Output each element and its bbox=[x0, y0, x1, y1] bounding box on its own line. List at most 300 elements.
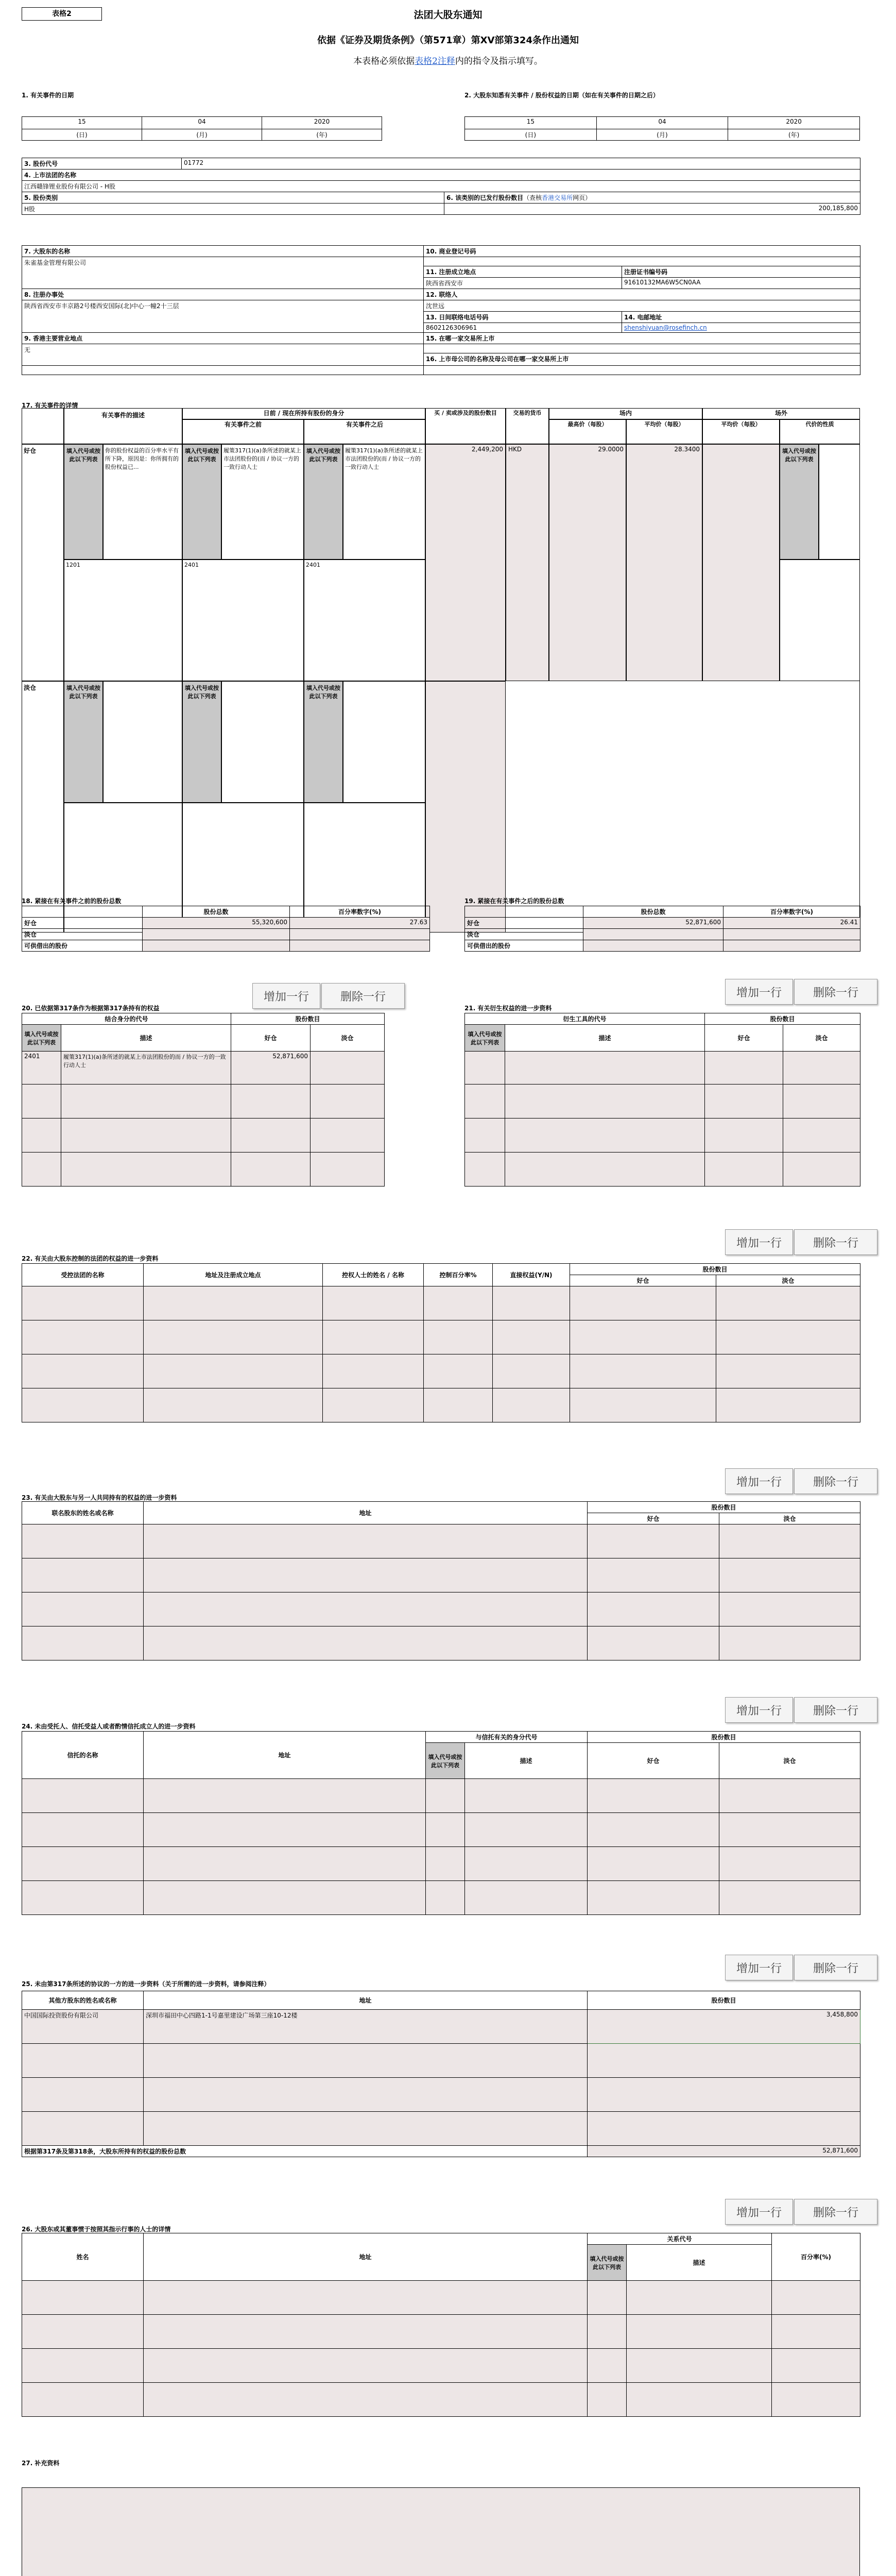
table-cell[interactable] bbox=[719, 1524, 860, 1558]
s21-h-desc: 描述 bbox=[505, 1025, 705, 1052]
s25-delete-row-button[interactable]: 删除一行 bbox=[794, 1955, 877, 1980]
s20-table bbox=[22, 1013, 385, 1187]
s1-day[interactable]: 15 bbox=[22, 117, 142, 129]
s17-short-label: 淡仓 bbox=[24, 684, 37, 691]
s17-short-code3-btn[interactable] bbox=[304, 681, 343, 803]
s17-h-before: 有关事件之前 bbox=[224, 421, 262, 428]
table-cell[interactable] bbox=[61, 1118, 231, 1153]
s20-r1-long[interactable]: 52,871,600 bbox=[231, 1052, 311, 1084]
s26-h-code[interactable]: 填入代号或按此以下列表 bbox=[588, 2245, 627, 2281]
table-cell[interactable] bbox=[144, 2044, 588, 2078]
s1-year[interactable]: 2020 bbox=[262, 117, 382, 129]
s21-table bbox=[464, 1013, 860, 1187]
table-cell[interactable] bbox=[311, 1084, 385, 1118]
s19-short-total[interactable] bbox=[583, 929, 723, 940]
s20-delete-row-button[interactable]: 删除一行 bbox=[321, 983, 405, 1009]
table-cell[interactable] bbox=[323, 1320, 424, 1354]
s22-delete-row-button[interactable]: 删除一行 bbox=[794, 1229, 877, 1255]
s19-long-pct[interactable]: 26.41 bbox=[723, 918, 860, 929]
s17-short-shares[interactable] bbox=[425, 681, 506, 933]
table-cell[interactable] bbox=[783, 1118, 860, 1153]
s22-h6: 股份数目 bbox=[570, 1264, 860, 1275]
table-cell[interactable] bbox=[144, 2112, 588, 2146]
hkex-link[interactable]: 香港交易所 bbox=[542, 194, 573, 201]
table-cell[interactable] bbox=[144, 1881, 426, 1915]
table-row[interactable] bbox=[22, 1320, 144, 1354]
table-row[interactable] bbox=[22, 1779, 144, 1813]
table-row[interactable] bbox=[22, 1524, 144, 1558]
table-cell[interactable] bbox=[588, 1779, 719, 1813]
s21-label: 21. 有关衍生权益的进一步资料 bbox=[464, 1005, 552, 1012]
s17-long-consid-row2[interactable] bbox=[780, 560, 860, 681]
s21-h-short: 淡仓 bbox=[783, 1025, 860, 1052]
s17-short-cell bbox=[22, 681, 64, 933]
table-cell[interactable] bbox=[144, 2281, 588, 2315]
s23-h-short: 淡仓 bbox=[719, 1513, 860, 1524]
s17-h-cap-box bbox=[182, 408, 425, 419]
table-cell[interactable] bbox=[323, 1286, 424, 1320]
s24-h-code[interactable]: 填入代号或按此以下列表 bbox=[426, 1743, 465, 1779]
s1-label: 1. 有关事件的日期 bbox=[22, 92, 74, 99]
s19-lend-pct[interactable] bbox=[723, 940, 860, 952]
table-cell[interactable] bbox=[144, 2349, 588, 2383]
s9-value[interactable]: 无 bbox=[22, 344, 424, 366]
s17-short-before[interactable] bbox=[221, 681, 304, 803]
table-cell[interactable] bbox=[719, 1881, 860, 1915]
s22-h2: 地址及注册成立地点 bbox=[144, 1264, 323, 1286]
s20-r1-desc[interactable]: 履策317(1)(a)条所述的就某上市法团股份的而 / 协议一方的一致行动人士 bbox=[61, 1052, 231, 1084]
table-cell[interactable] bbox=[424, 1286, 493, 1320]
table-cell[interactable] bbox=[705, 1118, 783, 1153]
s14-value[interactable]: shenshiyuan@rosefinch.cn bbox=[622, 323, 860, 333]
table-cell[interactable] bbox=[783, 1153, 860, 1187]
s17-long-code-row2[interactable] bbox=[64, 560, 182, 681]
s26-delete-row-button[interactable]: 删除一行 bbox=[794, 2199, 877, 2225]
table-cell[interactable] bbox=[424, 1388, 493, 1422]
table-cell[interactable] bbox=[424, 1354, 493, 1388]
s17-h-shares-box bbox=[425, 408, 506, 444]
s17-h-capacity: 日前 / 现在所持有股份的身分 bbox=[263, 410, 344, 417]
table-cell[interactable] bbox=[311, 1153, 385, 1187]
table-row[interactable] bbox=[22, 1084, 61, 1118]
table-cell[interactable] bbox=[570, 1388, 716, 1422]
table-row[interactable] bbox=[22, 1626, 144, 1660]
table-cell[interactable] bbox=[426, 1779, 465, 1813]
table-cell[interactable] bbox=[705, 1084, 783, 1118]
table-cell[interactable] bbox=[424, 1320, 493, 1354]
s6-value[interactable]: 200,185,800 bbox=[444, 204, 860, 215]
s19-h-blank bbox=[465, 906, 583, 918]
table-cell[interactable] bbox=[588, 1813, 719, 1847]
s17-long-high-value: 29.0000 bbox=[598, 446, 624, 453]
table-row[interactable] bbox=[465, 1118, 505, 1153]
s26-h-desc: 描述 bbox=[627, 2245, 772, 2281]
s18-lend-pct[interactable] bbox=[290, 940, 430, 952]
s19-short-pct[interactable] bbox=[723, 929, 860, 940]
s25-add-row-button[interactable]: 增加一行 bbox=[725, 1955, 793, 1980]
s18-h-pct: 百分率数字(%) bbox=[290, 906, 430, 918]
s19-h-total: 股份总数 bbox=[583, 906, 723, 918]
s20-h-desc: 描述 bbox=[61, 1025, 231, 1052]
s17-h-after-box bbox=[304, 419, 425, 444]
s20-h-short: 淡仓 bbox=[311, 1025, 385, 1052]
table-cell[interactable] bbox=[426, 1881, 465, 1915]
table-cell[interactable] bbox=[772, 2281, 860, 2315]
table-row[interactable] bbox=[22, 1813, 144, 1847]
s21-h-num: 股份数目 bbox=[705, 1013, 860, 1025]
s2-day[interactable]: 15 bbox=[465, 117, 597, 129]
s7-label: 7. 大股东的名称 bbox=[22, 246, 424, 257]
table-cell[interactable] bbox=[588, 2315, 627, 2349]
s17-h-onex-box bbox=[549, 408, 702, 419]
s21-h-long: 好仓 bbox=[705, 1025, 783, 1052]
s22-h3: 控权人士的姓名 / 名称 bbox=[323, 1264, 424, 1286]
table-cell[interactable] bbox=[570, 1320, 716, 1354]
table-cell[interactable] bbox=[323, 1388, 424, 1422]
s24-table bbox=[22, 1731, 860, 1915]
s22-h4: 控制百分率% bbox=[424, 1264, 493, 1286]
table-row[interactable] bbox=[22, 2281, 144, 2315]
table-cell[interactable] bbox=[627, 2349, 772, 2383]
table-cell[interactable] bbox=[627, 2383, 772, 2417]
s1-month[interactable]: 04 bbox=[142, 117, 262, 129]
s5-value[interactable]: H股 bbox=[22, 204, 444, 215]
table-cell[interactable] bbox=[465, 1813, 588, 1847]
s24-h-desc: 描述 bbox=[465, 1743, 588, 1779]
s11-label: 11. 注册成立地点 bbox=[424, 266, 622, 278]
s17-long-currency[interactable] bbox=[506, 444, 549, 681]
s17-h-consid-box bbox=[780, 419, 860, 444]
table-cell[interactable] bbox=[144, 1388, 323, 1422]
s1-month-caption: (月) bbox=[142, 129, 262, 141]
table-cell[interactable] bbox=[719, 1779, 860, 1813]
s17-h-offex: 场外 bbox=[774, 410, 787, 417]
table-row[interactable] bbox=[22, 2349, 144, 2383]
form-subtitle: 依据《证券及期货条例》（第571章）第XV部第324条作出通知 bbox=[317, 35, 579, 46]
s20-add-row-button[interactable]: 增加一行 bbox=[252, 983, 320, 1009]
s24-h4: 股份数目 bbox=[588, 1732, 860, 1743]
s20-label: 20. 已依据第317条作为根据第317条持有的权益 bbox=[22, 1005, 160, 1012]
table-cell[interactable] bbox=[493, 1286, 570, 1320]
s1-year-caption: (年) bbox=[262, 129, 382, 141]
table-cell[interactable] bbox=[231, 1084, 311, 1118]
s17-h-currency: 交易的货币 bbox=[513, 410, 542, 416]
s17-long-high[interactable] bbox=[549, 444, 626, 681]
table-cell[interactable] bbox=[311, 1118, 385, 1153]
s19-lend-label: 可供借出的股份 bbox=[465, 940, 583, 952]
table-cell[interactable] bbox=[716, 1388, 860, 1422]
s18-short-total[interactable] bbox=[143, 929, 290, 940]
s13-value[interactable]: 8602126306961 bbox=[424, 323, 622, 333]
s17-h-avg2: 平均价（每股） bbox=[721, 421, 761, 428]
table-cell[interactable] bbox=[588, 2349, 627, 2383]
s17-h-consid: 代价的性质 bbox=[805, 421, 834, 428]
s17-long-shares-value: 2,449,200 bbox=[471, 446, 503, 453]
s21-delete-row-button[interactable]: 删除一行 bbox=[794, 979, 877, 1005]
s23-h2: 地址 bbox=[144, 1502, 588, 1524]
table-row[interactable] bbox=[465, 1084, 505, 1118]
s27-supplement-textarea[interactable] bbox=[22, 2487, 860, 2576]
table-row[interactable] bbox=[22, 2044, 144, 2078]
s26-add-row-button[interactable]: 增加一行 bbox=[725, 2199, 793, 2225]
s6-note-post: 网页） bbox=[573, 194, 592, 201]
table-row[interactable] bbox=[22, 1388, 144, 1422]
table-cell[interactable] bbox=[144, 1558, 588, 1592]
s17-long-offex-avg[interactable] bbox=[702, 444, 780, 681]
s17-short-code2-btn[interactable] bbox=[182, 681, 221, 803]
table-cell[interactable] bbox=[144, 1626, 588, 1660]
s17-long-shares[interactable] bbox=[425, 444, 506, 681]
s23-h1: 联名股东的姓名或名称 bbox=[22, 1502, 144, 1524]
notes-link[interactable]: 表格2注释 bbox=[415, 56, 455, 66]
s27-label: 27. 补充资料 bbox=[22, 2460, 60, 2467]
table-row[interactable] bbox=[22, 1153, 61, 1187]
table-row[interactable] bbox=[22, 1592, 144, 1626]
table-row[interactable] bbox=[22, 2383, 144, 2417]
table-cell[interactable] bbox=[144, 1524, 588, 1558]
s16-value[interactable] bbox=[424, 366, 860, 375]
table-cell[interactable] bbox=[716, 1320, 860, 1354]
s18-short-pct[interactable] bbox=[290, 929, 430, 940]
table-row[interactable] bbox=[22, 1286, 144, 1320]
s17-long-label: 好仓 bbox=[24, 447, 37, 454]
s1-date-table bbox=[22, 116, 382, 141]
s18-short-label: 淡仓 bbox=[22, 929, 143, 940]
table-row[interactable] bbox=[22, 2078, 144, 2112]
s21-h-code[interactable]: 填入代号或按此以下列表 bbox=[465, 1025, 505, 1052]
s20-h-num: 股份数目 bbox=[231, 1013, 385, 1025]
s17-long-code3-btn[interactable] bbox=[304, 444, 343, 560]
s17-h-offex-box bbox=[702, 408, 860, 419]
s19-lend-total[interactable] bbox=[583, 940, 723, 952]
s2-year[interactable]: 2020 bbox=[728, 117, 860, 129]
s11-value[interactable]: 陕西省西安市 bbox=[424, 278, 622, 289]
table-cell[interactable] bbox=[588, 1626, 719, 1660]
table-cell[interactable] bbox=[588, 1881, 719, 1915]
table-cell[interactable] bbox=[426, 1847, 465, 1881]
table-cell[interactable] bbox=[231, 1153, 311, 1187]
s17-long-after[interactable]: 履策317(1)(a)条所述的就某上市法团股份的(而 / 协议一方的一致行动人士 bbox=[343, 444, 425, 560]
table-cell[interactable] bbox=[588, 2281, 627, 2315]
table-row[interactable] bbox=[465, 1153, 505, 1187]
s24-add-row-button[interactable]: 增加一行 bbox=[725, 1697, 793, 1723]
table-cell[interactable] bbox=[505, 1153, 705, 1187]
table-cell[interactable] bbox=[144, 2315, 588, 2349]
s23-table bbox=[22, 1501, 860, 1660]
s17-long-after-row2[interactable] bbox=[304, 560, 425, 681]
table-row[interactable] bbox=[22, 1847, 144, 1881]
table-cell[interactable] bbox=[144, 1592, 588, 1626]
s17-h-currency-box bbox=[506, 408, 549, 444]
s22-table bbox=[22, 1263, 860, 1422]
table-row[interactable] bbox=[465, 1052, 505, 1084]
s26-h1: 姓名 bbox=[22, 2233, 144, 2281]
table-cell[interactable] bbox=[588, 1558, 719, 1592]
s17-h-high-box bbox=[549, 419, 626, 444]
table-cell[interactable] bbox=[719, 1592, 860, 1626]
code-picker-label: 填入代号或按此以下列表 bbox=[185, 685, 219, 700]
s18-table bbox=[22, 906, 430, 952]
s24-label: 24. 未由受托人、信托受益人或者酌情信托成立人的进一步资料 bbox=[22, 1723, 196, 1730]
s12-label: 12. 联络人 bbox=[424, 289, 860, 300]
table-row[interactable] bbox=[22, 2315, 144, 2349]
s2-label: 2. 大股东知悉有关事件 / 股份权益的日期（如在有关事件的日期之后） bbox=[464, 92, 659, 99]
s6-label-text: 6. 该类别的已发行股份数目 bbox=[446, 194, 524, 201]
s8-value[interactable]: 陕西省西安市丰京路2号楼西安国际(北)中心一幢2十三层 bbox=[22, 300, 424, 333]
code-picker-label: 填入代号或按此以下列表 bbox=[306, 448, 340, 463]
s4-value[interactable]: 江西赣锋锂业股份有限公司 - H股 bbox=[22, 181, 860, 192]
s8-label: 8. 注册办事处 bbox=[22, 289, 424, 300]
table-row[interactable] bbox=[22, 1354, 144, 1388]
s25-h1: 其他方股东的姓名或名称 bbox=[22, 1991, 144, 2010]
s25-r1-name[interactable]: 中国国际投资股份有限公司 bbox=[22, 2010, 144, 2044]
s12-value[interactable]: 沈世远 bbox=[424, 300, 860, 312]
table-row[interactable] bbox=[22, 1881, 144, 1915]
s3-6-table bbox=[22, 158, 860, 215]
s2-month-caption: (月) bbox=[596, 129, 728, 141]
s17-long-desc[interactable]: 你的股份权益的百分率水平有所下降，原因是：你所拥有的股份权益已... bbox=[103, 444, 182, 560]
table-cell[interactable] bbox=[493, 1354, 570, 1388]
table-cell[interactable] bbox=[588, 2078, 860, 2112]
table-cell[interactable] bbox=[627, 2281, 772, 2315]
s25-total-value[interactable]: 52,871,600 bbox=[588, 2146, 860, 2157]
s18-h-total: 股份总数 bbox=[143, 906, 290, 918]
table-cell[interactable] bbox=[493, 1320, 570, 1354]
table-cell[interactable] bbox=[705, 1052, 783, 1084]
s13-label: 13. 日间联络电话号码 bbox=[424, 312, 622, 323]
code-picker-label: 填入代号或按此以下列表 bbox=[185, 448, 219, 463]
table-cell[interactable] bbox=[772, 2315, 860, 2349]
s18-long-total[interactable]: 55,320,600 bbox=[143, 918, 290, 929]
s26-label: 26. 大股东或其董事惯于按照其指示行事的人士的详情 bbox=[22, 2226, 171, 2233]
table-cell[interactable] bbox=[231, 1118, 311, 1153]
s24-h3: 与信托有关的身分代号 bbox=[426, 1732, 588, 1743]
s17-long-before-row2[interactable] bbox=[182, 560, 304, 681]
s25-r1-num[interactable]: 3,458,800 bbox=[588, 2010, 860, 2044]
table-cell[interactable] bbox=[505, 1052, 705, 1084]
table-cell[interactable] bbox=[588, 1524, 719, 1558]
s20-h-class: 结合身分的代号 bbox=[22, 1013, 231, 1025]
s23-add-row-button[interactable]: 增加一行 bbox=[725, 1468, 793, 1494]
table-row[interactable] bbox=[22, 1118, 61, 1153]
table-cell[interactable] bbox=[465, 1779, 588, 1813]
table-row[interactable] bbox=[22, 2112, 144, 2146]
table-cell[interactable] bbox=[61, 1084, 231, 1118]
table-cell[interactable] bbox=[144, 1354, 323, 1388]
code-picker-label: 填入代号或按此以下列表 bbox=[66, 448, 100, 463]
table-cell[interactable] bbox=[705, 1153, 783, 1187]
s15-label: 15. 在哪一家交易所上市 bbox=[424, 333, 860, 344]
s6-label bbox=[444, 192, 860, 204]
s25-r1-addr[interactable]: 深圳市福田中心四路1-1号嘉里建设广场第三座10-12楼 bbox=[144, 2010, 588, 2044]
s19-long-total[interactable]: 52,871,600 bbox=[583, 918, 723, 929]
s17-long-consid-code-btn[interactable] bbox=[780, 444, 819, 560]
table-cell[interactable] bbox=[61, 1153, 231, 1187]
s18-long-pct[interactable]: 27.63 bbox=[290, 918, 430, 929]
table-cell[interactable] bbox=[493, 1388, 570, 1422]
table-cell[interactable] bbox=[570, 1354, 716, 1388]
s17-long-avg[interactable] bbox=[626, 444, 702, 681]
s17-label: 17. 有关事件的详情 bbox=[22, 402, 78, 409]
s17-h-shares: 买 / 卖或涉及的股份数目 bbox=[434, 410, 497, 416]
table-cell[interactable] bbox=[144, 2078, 588, 2112]
table-cell[interactable] bbox=[772, 2383, 860, 2417]
table-cell[interactable] bbox=[570, 1286, 716, 1320]
s17-short-desc[interactable] bbox=[103, 681, 182, 803]
s17-long-code2-btn[interactable] bbox=[182, 444, 221, 560]
s23-delete-row-button[interactable]: 删除一行 bbox=[794, 1468, 877, 1494]
table-cell[interactable] bbox=[716, 1286, 860, 1320]
s3-label: 3. 股份代号 bbox=[22, 158, 182, 170]
table-cell[interactable] bbox=[588, 2383, 627, 2417]
s17-h-avg2-box bbox=[702, 419, 780, 444]
table-cell[interactable] bbox=[588, 2044, 860, 2078]
table-cell[interactable] bbox=[144, 1813, 426, 1847]
s3-value[interactable]: 01772 bbox=[182, 158, 860, 170]
table-cell[interactable] bbox=[465, 1847, 588, 1881]
table-cell[interactable] bbox=[588, 1847, 719, 1881]
table-cell[interactable] bbox=[144, 1320, 323, 1354]
table-cell[interactable] bbox=[627, 2315, 772, 2349]
s15-value[interactable] bbox=[424, 344, 860, 353]
table-cell[interactable] bbox=[719, 1626, 860, 1660]
form-title: 法团大股东通知 bbox=[413, 9, 483, 21]
s17-long-before[interactable]: 履策317(1)(a)条所述的就某上市法团股份的(而 / 协议一方的一致行动人士 bbox=[221, 444, 304, 560]
s10-value[interactable] bbox=[424, 257, 860, 266]
s22-add-row-button[interactable]: 增加一行 bbox=[725, 1229, 793, 1255]
table-cell[interactable] bbox=[144, 2383, 588, 2417]
s16-label: 16. 上市母公司的名称及母公司在哪一家交易所上市 bbox=[424, 353, 860, 366]
s2-month[interactable]: 04 bbox=[596, 117, 728, 129]
table-cell[interactable] bbox=[144, 1779, 426, 1813]
table-cell[interactable] bbox=[323, 1354, 424, 1388]
s20-r1-code[interactable]: 2401 bbox=[22, 1052, 61, 1084]
s17-short-code1-btn[interactable] bbox=[64, 681, 103, 803]
table-cell[interactable] bbox=[719, 1813, 860, 1847]
table-cell[interactable] bbox=[783, 1084, 860, 1118]
table-cell[interactable] bbox=[772, 2349, 860, 2383]
table-cell[interactable] bbox=[505, 1118, 705, 1153]
table-cell[interactable] bbox=[588, 2112, 860, 2146]
s22-label: 22. 有关由大股东控制的法团的权益的进一步资料 bbox=[22, 1255, 159, 1262]
table-cell[interactable] bbox=[465, 1881, 588, 1915]
s21-add-row-button[interactable]: 增加一行 bbox=[725, 979, 793, 1005]
s23-h3: 股份数目 bbox=[588, 1502, 860, 1513]
s17-long-code1-btn[interactable] bbox=[64, 444, 103, 560]
table-cell[interactable] bbox=[144, 1286, 323, 1320]
s18-lend-total[interactable] bbox=[143, 940, 290, 952]
s17-short-after[interactable] bbox=[343, 681, 425, 803]
table-cell[interactable] bbox=[719, 1847, 860, 1881]
s2-year-caption: (年) bbox=[728, 129, 860, 141]
table-cell[interactable] bbox=[426, 1813, 465, 1847]
table-row[interactable] bbox=[22, 1558, 144, 1592]
s7-value[interactable]: 朱雀基金管理有限公司 bbox=[22, 257, 424, 289]
s17-long-cell bbox=[22, 444, 64, 681]
table-cell[interactable] bbox=[719, 1558, 860, 1592]
s17-h-after: 有关事件之后 bbox=[346, 421, 383, 428]
s11-reg-value[interactable]: 91610132MA6W5CN0AA bbox=[622, 278, 860, 289]
table-cell[interactable] bbox=[588, 1592, 719, 1626]
s20-r1-short[interactable] bbox=[311, 1052, 385, 1084]
table-cell[interactable] bbox=[783, 1052, 860, 1084]
table-cell[interactable] bbox=[505, 1084, 705, 1118]
table-cell[interactable] bbox=[716, 1354, 860, 1388]
table-cell[interactable] bbox=[144, 1847, 426, 1881]
s17-long-consid-desc[interactable] bbox=[819, 444, 860, 560]
s20-h-code[interactable]: 填入代号或按此以下列表 bbox=[22, 1025, 61, 1052]
s24-delete-row-button[interactable]: 删除一行 bbox=[794, 1697, 877, 1723]
